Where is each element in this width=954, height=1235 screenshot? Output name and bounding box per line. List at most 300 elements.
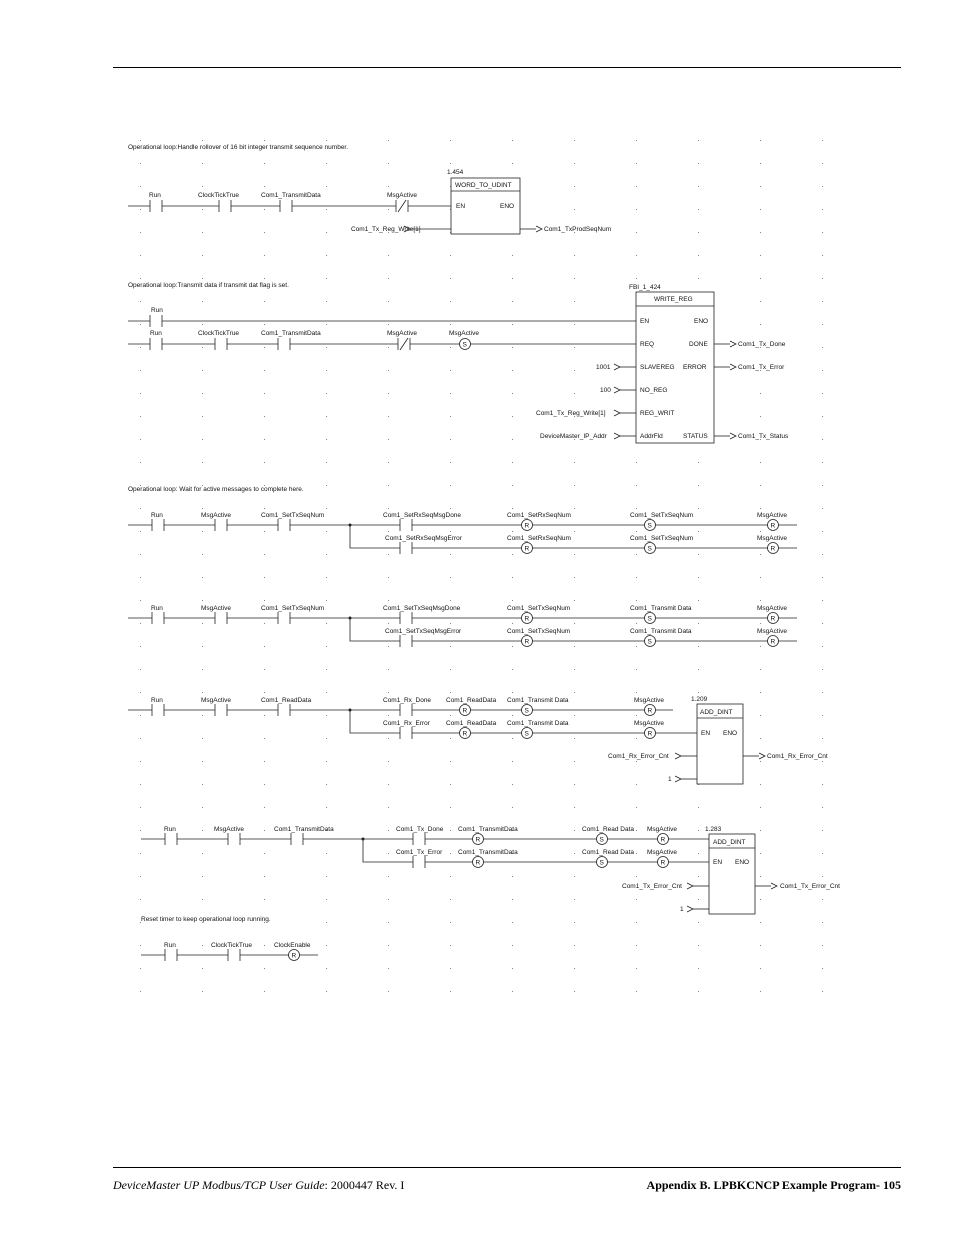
svg-text:Run: Run [151,697,163,704]
coil-reset-msg-active-1 [757,512,787,531]
contact-set-rx-msg-done [383,512,461,531]
grid-dot [574,784,575,785]
contact-msg-active-r3 [201,512,231,531]
grid-dot [326,945,327,946]
svg-text:R: R [647,707,653,715]
coil-set-msg-active [449,330,479,350]
grid-dot [264,416,265,417]
grid-dot [636,991,637,992]
contact-tx-error [396,849,443,868]
svg-text:Run: Run [164,942,176,949]
grid-dot [636,508,637,509]
grid-dot [264,209,265,210]
grid-dot [450,163,451,164]
svg-text:R: R [462,707,468,715]
svg-text:ClockTickTrue: ClockTickTrue [211,942,253,949]
grid-dot [264,278,265,279]
grid-dot [636,830,637,831]
grid-dot [264,669,265,670]
grid-dot [450,278,451,279]
grid-dot [822,347,823,348]
grid-dot [202,784,203,785]
svg-text:Com1_Tx_Error_Cnt: Com1_Tx_Error_Cnt [780,883,840,890]
grid-dot [388,140,389,141]
svg-text:Com1_Transmit Data: Com1_Transmit Data [507,720,569,727]
grid-dot [202,462,203,463]
grid-dot [636,669,637,670]
grid-dot [388,807,389,808]
svg-text:MsgActive: MsgActive [757,628,787,635]
grid-dot [450,554,451,555]
grid-dot [202,876,203,877]
grid-dot [326,991,327,992]
grid-dot [822,784,823,785]
grid-dot [388,439,389,440]
grid-dot [636,554,637,555]
grid-dot [326,255,327,256]
footer-rule [113,1167,901,1168]
grid-dot [450,738,451,739]
comment-rollover: Operational loop:Handle rollover of 16 bit integer transmit sequence number. [128,144,349,151]
grid-dot [574,853,575,854]
grid-dot [202,278,203,279]
coil-set-set-tx-seq-num-2 [630,535,693,554]
grid-dot [760,991,761,992]
grid-dot [512,577,513,578]
contact-run-r4 [151,605,164,624]
grid-dot [822,186,823,187]
svg-text:1: 1 [680,906,684,913]
grid-dot [636,209,637,210]
grid-dot [698,140,699,141]
grid-dot [760,232,761,233]
grid-dot [512,393,513,394]
grid-dot [698,669,699,670]
grid-dot [326,577,327,578]
svg-text:S: S [524,707,529,715]
grid-dot [264,186,265,187]
svg-text:R: R [475,836,481,844]
svg-text:ENO: ENO [500,203,515,210]
grid-dot [326,140,327,141]
grid-dot [574,209,575,210]
grid-dot [326,876,327,877]
grid-dot [760,186,761,187]
grid-dot [822,876,823,877]
grid-dot [202,301,203,302]
grid-dot [636,600,637,601]
grid-dot [574,140,575,141]
grid-dot [574,462,575,463]
grid-dot [450,416,451,417]
coil-reset-msg-active-2 [757,535,787,554]
svg-text:AddrFld: AddrFld [640,433,663,440]
comment-wait: Operational loop: Wait for active messages to complete here. [128,486,304,493]
svg-text:Run: Run [151,605,163,612]
grid-dot [140,255,141,256]
grid-dot [140,669,141,670]
rung-word-to-udint [128,169,611,234]
svg-text:R: R [524,545,530,553]
grid-dot [264,462,265,463]
svg-text:R: R [291,952,297,960]
grid-dot [264,439,265,440]
svg-text:Com1_Tx_Status: Com1_Tx_Status [738,433,789,440]
grid-dot [326,531,327,532]
grid-dot [388,163,389,164]
svg-text:S: S [647,638,652,646]
grid-dot [326,784,327,785]
grid-dot [636,255,637,256]
grid-dot [264,600,265,601]
grid-dot [822,899,823,900]
svg-text:ENO: ENO [735,859,750,866]
grid-dot [760,646,761,647]
grid-dot [202,669,203,670]
svg-text:Com1_Tx_Error: Com1_Tx_Error [396,849,443,856]
grid-dot [512,968,513,969]
grid-dot [698,922,699,923]
grid-dot [202,186,203,187]
coil-set-transmit-data-4 [507,720,569,739]
grid-dot [698,577,699,578]
grid-dot [822,600,823,601]
grid-dot [698,623,699,624]
grid-dot [326,370,327,371]
contact-run-r3 [151,512,164,531]
grid-dot [388,784,389,785]
svg-text:Com1_SetTxSeqNum: Com1_SetTxSeqNum [507,605,571,612]
grid-dot [822,968,823,969]
grid-dot [140,462,141,463]
grid-dot [760,669,761,670]
grid-dot [636,715,637,716]
svg-text:Com1_SetRxSeqNum: Com1_SetRxSeqNum [507,512,571,519]
grid-dot [326,324,327,325]
grid-dot [388,623,389,624]
grid-dot [264,876,265,877]
grid-dot [264,646,265,647]
grid-dot [822,945,823,946]
svg-text:Com1_Read Data: Com1_Read Data [582,849,635,856]
grid-dot [450,761,451,762]
grid-dot [760,140,761,141]
grid-dot [140,807,141,808]
grid-dot [140,646,141,647]
svg-text:1.209: 1.209 [691,696,708,703]
svg-text:Run: Run [151,307,163,314]
grid-dot [574,692,575,693]
grid-dot [822,416,823,417]
grid-dot [512,600,513,601]
coil-set-transmit-data-2 [630,628,692,647]
svg-text:WRITE_REG: WRITE_REG [654,296,693,303]
svg-text:1001: 1001 [596,364,611,371]
svg-text:Com1_Tx_Done: Com1_Tx_Done [396,826,444,833]
grid-dot [574,347,575,348]
grid-dot [450,324,451,325]
grid-dot [326,416,327,417]
grid-dot [636,232,637,233]
grid-dot [202,232,203,233]
rung-rx-error-count [128,696,828,784]
grid-dot [512,876,513,877]
grid-dot [140,416,141,417]
grid-dot [450,255,451,256]
grid-dot [450,876,451,877]
grid-dot [264,761,265,762]
grid-dot [636,462,637,463]
grid-dot [202,899,203,900]
grid-dot [264,347,265,348]
contact-rx-done [383,697,431,716]
coil-reset-msg-active-8 [647,849,677,868]
svg-text:ClockTickTrue: ClockTickTrue [198,330,240,337]
grid-dot [326,669,327,670]
grid-dot [388,945,389,946]
grid-dot [698,945,699,946]
svg-text:ClockTickTrue: ClockTickTrue [198,192,240,199]
grid-dot [698,209,699,210]
svg-text:Com1_Rx_Error_Cnt: Com1_Rx_Error_Cnt [767,753,828,760]
grid-dot [512,278,513,279]
grid-dot [140,830,141,831]
grid-dot [760,163,761,164]
grid-dot [202,163,203,164]
contact-clock-tick-true-req [198,330,239,350]
grid-dot [698,163,699,164]
grid-dot [636,531,637,532]
grid-dot [264,324,265,325]
grid-dot [512,531,513,532]
grid-dot [326,554,327,555]
grid-dot [450,347,451,348]
grid-dot [760,623,761,624]
grid-dot [698,485,699,486]
grid-dot [698,462,699,463]
contact-nc-msg-active [387,192,417,212]
svg-text:Com1_SetTxSeqNum: Com1_SetTxSeqNum [630,512,694,519]
coil-reset-msg-active-4 [757,628,787,647]
contact-clock-tick-true [198,192,239,212]
grid-dot [760,531,761,532]
svg-text:Com1_SetTxSeqNum: Com1_SetTxSeqNum [261,605,325,612]
grid-dot [760,600,761,601]
grid-dot [760,301,761,302]
grid-dot [760,485,761,486]
grid-dot [388,876,389,877]
svg-text:ADD_DINT: ADD_DINT [700,709,733,716]
grid-dot [822,508,823,509]
grid-dot [326,462,327,463]
grid-dot [450,784,451,785]
grid-dot [202,531,203,532]
grid-dot [698,692,699,693]
grid-dot [326,692,327,693]
grid-dot [388,830,389,831]
grid-dot [450,485,451,486]
grid-dot [760,715,761,716]
rung-tx-seq [128,605,797,647]
svg-text:Com1_ReadData: Com1_ReadData [261,697,312,704]
grid-dot [636,968,637,969]
grid-dot [140,853,141,854]
grid-dot [822,278,823,279]
fb-write-reg [536,284,789,443]
grid-dot [512,439,513,440]
svg-text:REG_WRIT: REG_WRIT [640,410,675,417]
grid-dot [140,692,141,693]
grid-dot [202,439,203,440]
svg-text:R: R [660,859,666,867]
rung-write-reg [128,284,789,443]
grid-dot [574,255,575,256]
grid-dot [388,278,389,279]
grid-dot [202,370,203,371]
grid-dot [636,186,637,187]
grid-dot [512,163,513,164]
grid-dot [388,853,389,854]
grid-dot [202,807,203,808]
coil-reset-clock-enable [274,942,311,961]
grid-dot [512,140,513,141]
grid-dot [264,577,265,578]
grid-dot [512,991,513,992]
grid-dot [822,715,823,716]
grid-dot [140,163,141,164]
grid-dot [202,623,203,624]
grid-dot [450,140,451,141]
grid-dot [140,531,141,532]
grid-dot [574,301,575,302]
svg-text:Com1_TransmitData: Com1_TransmitData [274,826,334,833]
grid-dot [822,531,823,532]
grid-dot [140,232,141,233]
grid-dot [140,577,141,578]
grid-dot [512,738,513,739]
contact-set-tx-seq-num-r3 [261,512,324,531]
grid-dot [760,209,761,210]
svg-text:Com1_ReadData: Com1_ReadData [446,720,497,727]
svg-text:EN: EN [701,730,711,737]
grid-dot [760,462,761,463]
coil-reset-msg-active-3 [757,605,787,624]
grid-dot [264,899,265,900]
grid-dot [636,577,637,578]
grid-dot [450,600,451,601]
grid-dot [264,991,265,992]
coil-reset-set-tx-seq-num-3 [507,605,570,624]
grid-dot [574,485,575,486]
svg-text:Run: Run [151,512,163,519]
svg-text:Com1_Read Data: Com1_Read Data [582,826,635,833]
grid-dot [698,186,699,187]
grid-dot [388,255,389,256]
grid-dot [822,761,823,762]
contact-clock-tick-true-r7 [211,942,252,961]
grid-dot [140,370,141,371]
grid-dot [636,761,637,762]
grid-dot [760,830,761,831]
svg-text:MsgActive: MsgActive [201,512,231,519]
coil-set-read-data-3 [582,826,634,845]
svg-text:MsgActive: MsgActive [214,826,244,833]
grid-dot [574,669,575,670]
grid-dot [698,508,699,509]
grid-dot [822,439,823,440]
contact-run-en [150,307,163,327]
contact-set-tx-msg-error [385,628,462,647]
grid-dot [202,140,203,141]
grid-dot [388,301,389,302]
footer-docnum: : 2000447 Rev. I [324,1178,405,1192]
svg-text:Com1_Tx_Reg_Write[1]: Com1_Tx_Reg_Write[1] [351,226,421,233]
grid-dot [140,508,141,509]
grid-dot [698,899,699,900]
coil-set-transmit-data-3 [507,697,569,716]
grid-dot [140,600,141,601]
grid-dot [698,255,699,256]
grid-dot [636,485,637,486]
contact-msg-active-r5 [201,697,231,716]
svg-text:Com1_SetTxSeqMsgDone: Com1_SetTxSeqMsgDone [383,605,461,612]
svg-text:Com1_Tx_Error_Cnt: Com1_Tx_Error_Cnt [622,883,682,890]
grid-dot [574,715,575,716]
grid-dot [822,255,823,256]
grid-dot [450,945,451,946]
svg-text:Com1_SetTxSeqNum: Com1_SetTxSeqNum [507,628,571,635]
contact-rx-error [383,720,431,739]
grid-dot [388,715,389,716]
grid-dot [388,485,389,486]
grid-dot [512,554,513,555]
grid-dot [202,761,203,762]
grid-dot [326,853,327,854]
grid-dot [574,577,575,578]
svg-text:R: R [475,859,481,867]
svg-text:Com1_Transmit Data: Com1_Transmit Data [630,605,692,612]
grid-dot [512,669,513,670]
grid-dot [140,899,141,900]
grid-dot [636,876,637,877]
svg-text:Com1_Transmit Data: Com1_Transmit Data [630,628,692,635]
contact-set-rx-msg-error [385,535,463,554]
grid-dot [760,784,761,785]
grid-dot [760,968,761,969]
svg-text:MsgActive: MsgActive [634,697,664,704]
svg-text:Com1_Tx_Error: Com1_Tx_Error [738,364,785,371]
svg-text:EN: EN [713,859,723,866]
grid-dot [202,393,203,394]
grid-dot [388,669,389,670]
grid-dot [636,278,637,279]
svg-text:1.454: 1.454 [447,169,464,176]
grid-dot [760,692,761,693]
grid-dot [822,853,823,854]
grid-dot [388,393,389,394]
grid-dot [388,186,389,187]
svg-text:MsgActive: MsgActive [387,330,417,337]
contact-com1-transmit-data [261,192,321,212]
grid-dot [574,531,575,532]
grid-dot [326,347,327,348]
svg-text:R: R [770,615,776,623]
svg-text:R: R [462,730,468,738]
svg-text:FBI_1_424: FBI_1_424 [629,284,661,291]
grid-dot [388,922,389,923]
grid-dot [202,692,203,693]
grid-dot [264,830,265,831]
